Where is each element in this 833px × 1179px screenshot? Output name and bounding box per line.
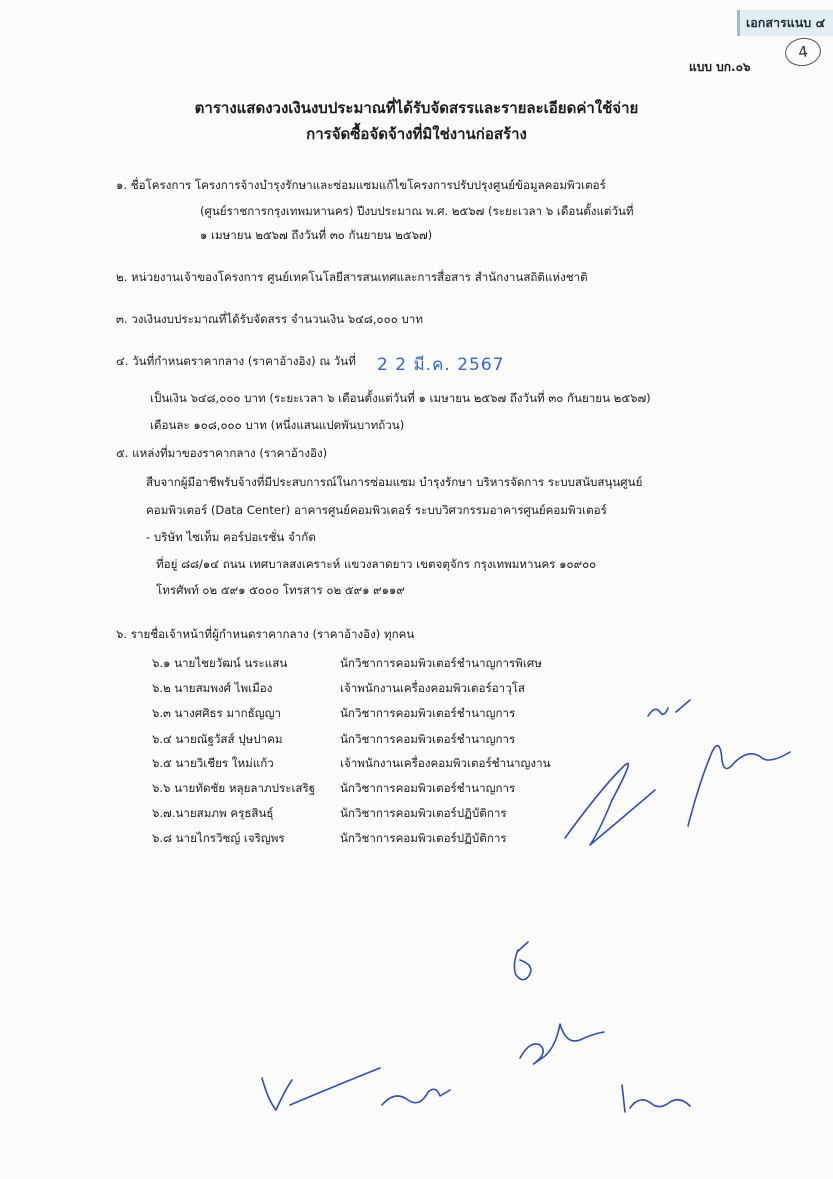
staff-position-1: นักวิชาการคอมพิวเตอร์ชำนาญการพิเศษ [340, 656, 542, 670]
item4-line3: เดือนละ ๑๐๘,๐๐๐ บาท (หนึ่งแสนแปดพันบาทถ้วน) [150, 418, 405, 432]
item4-line2: เป็นเงิน ๖๔๘,๐๐๐ บาท (ระยะเวลา ๖ เดือนตั้งแต่วันที่ ๑ เมษายน ๒๕๖๗ ถึงวันที่ ๓๐ กันยายน ๒๕๖๗) [150, 391, 651, 405]
handwritten-date: 2 2 มี.ค. 2567 [377, 355, 505, 375]
staff-name-6: ๖.๖ นายทัดชัย หลุยลาภประเสริฐ [152, 781, 316, 795]
staff-name-8: ๖.๘ นายไกรวิชญ์ เจริญพร [152, 831, 285, 845]
staff-position-8: นักวิชาการคอมพิวเตอร์ปฏิบัติการ [340, 831, 507, 845]
staff-name-4: ๖.๔ นายณัฐวัสส์ ปุษปาคม [152, 732, 283, 746]
staff-name-3: ๖.๓ นางศศิธร มากธัญญา [152, 706, 281, 720]
item1-line1: ๑. ชื่อโครงการ โครงการจ้างบำรุงรักษาและซ่อมแซมแก้ไขโครงการปรับปรุงศูนย์ข้อมูลคอมพิวเตอร์ [116, 178, 606, 192]
signature-mark-5 [382, 1089, 450, 1105]
staff-name-1: ๖.๑ นายไชยวัฒน์ นระแสน [152, 656, 288, 670]
staff-position-3: นักวิชาการคอมพิวเตอร์ชำนาญการ [340, 706, 516, 720]
item3: ๓. วงเงินงบประมาณที่ได้รับจัดสรร จำนวนเงิน ๖๔๘,๐๐๐ บาท [116, 312, 423, 326]
item1-line2: (ศูนย์ราชการกรุงเทพมหานคร) ปีงบประมาณ พ.ศ. ๒๕๖๗ (ระยะเวลา ๖ เดือนตั้งแต่วันที่ [200, 204, 634, 218]
item6-heading: ๖. รายชื่อเจ้าหน้าที่ผู้กำหนดราคากลาง (ราคาอ้างอิง) ทุกคน [116, 627, 415, 641]
title-line-1: ตารางแสดงวงเงินงบประมาณที่ได้รับจัดสรรและรายละเอียดค่าใช้จ่าย [194, 99, 639, 117]
item4-line1: ๔. วันที่กำหนดราคากลาง (ราคาอ้างอิง) ณ วันที่ [116, 354, 356, 368]
staff-position-7: นักวิชาการคอมพิวเตอร์ปฏิบัติการ [340, 806, 507, 820]
form-code: แบบ บก.๐๖ [689, 60, 751, 74]
signature-swoosh-2 [688, 746, 790, 826]
signature-mark-1 [648, 700, 690, 716]
title-line-2: การจัดซื้อจัดจ้างที่มิใช่งานก่อสร้าง [306, 125, 527, 143]
item1-line3: ๑ เมษายน ๒๕๖๗ ถึงวันที่ ๓๐ กันยายน ๒๕๖๗) [200, 228, 433, 242]
staff-name-5: ๖.๕ นายวิเชียร ใหม่แก้ว [152, 756, 274, 770]
staff-position-2: เจ้าพนักงานเครื่องคอมพิวเตอร์อาวุโส [340, 681, 526, 695]
staff-name-2: ๖.๒ นายสมพงศ์ ไพเมือง [152, 681, 273, 695]
item5-line2: คอมพิวเตอร์ (Data Center) อาคารศูนย์คอมพิวเตอร์ ระบบวิศวกรรมอาคารศูนย์คอมพิวเตอร์ [146, 503, 607, 517]
item5-phone: โทรศัพท์ ๐๒ ๕๙๑ ๕๐๐๐ โทรสาร ๐๒ ๕๙๑ ๙๑๑๙ [156, 583, 405, 597]
staff-position-4: นักวิชาการคอมพิวเตอร์ชำนาญการ [340, 732, 516, 746]
signature-mark-2 [514, 942, 530, 980]
item5-company: - บริษัท ไซเท็ม คอร์ปอเรชั่น จำกัด [146, 530, 316, 544]
signature-mark-4 [262, 1068, 380, 1110]
staff-position-6: นักวิชาการคอมพิวเตอร์ชำนาญการ [340, 781, 516, 795]
item5-heading: ๕. แหล่งที่มาของราคากลาง (ราคาอ้างอิง) [116, 446, 328, 460]
staff-name-7: ๖.๗.นายสมภพ ครุธสินธุ์ [152, 806, 274, 820]
attachment-tag: เอกสารแนบ ๔ [737, 10, 833, 36]
staff-position-5: เจ้าพนักงานเครื่องคอมพิวเตอร์ชำนาญงาน [340, 756, 551, 770]
item5-line1: สืบจากผู้มีอาชีพรับจ้างที่มีประสบการณ์ในการซ่อมแซม บำรุงรักษา บริหารจัดการ ระบบสนับสนุนศูนย์ [146, 475, 643, 489]
item2: ๒. หน่วยงานเจ้าของโครงการ ศูนย์เทคโนโลยีสารสนเทศและการสื่อสาร สำนักงานสถิติแห่งชาติ [116, 270, 588, 284]
page-number-circle: 4 [783, 36, 823, 69]
signature-mark-6 [622, 1085, 690, 1112]
signature-swoosh-1 [565, 763, 655, 845]
item5-address: ที่อยู่ ๘๘/๑๔ ถนน เทศบาลสงเคราะห์ แขวงลาดยาว เขตจตุจักร กรุงเทพมหานคร ๑๐๙๐๐ [156, 557, 597, 571]
signature-mark-3 [520, 1024, 604, 1064]
